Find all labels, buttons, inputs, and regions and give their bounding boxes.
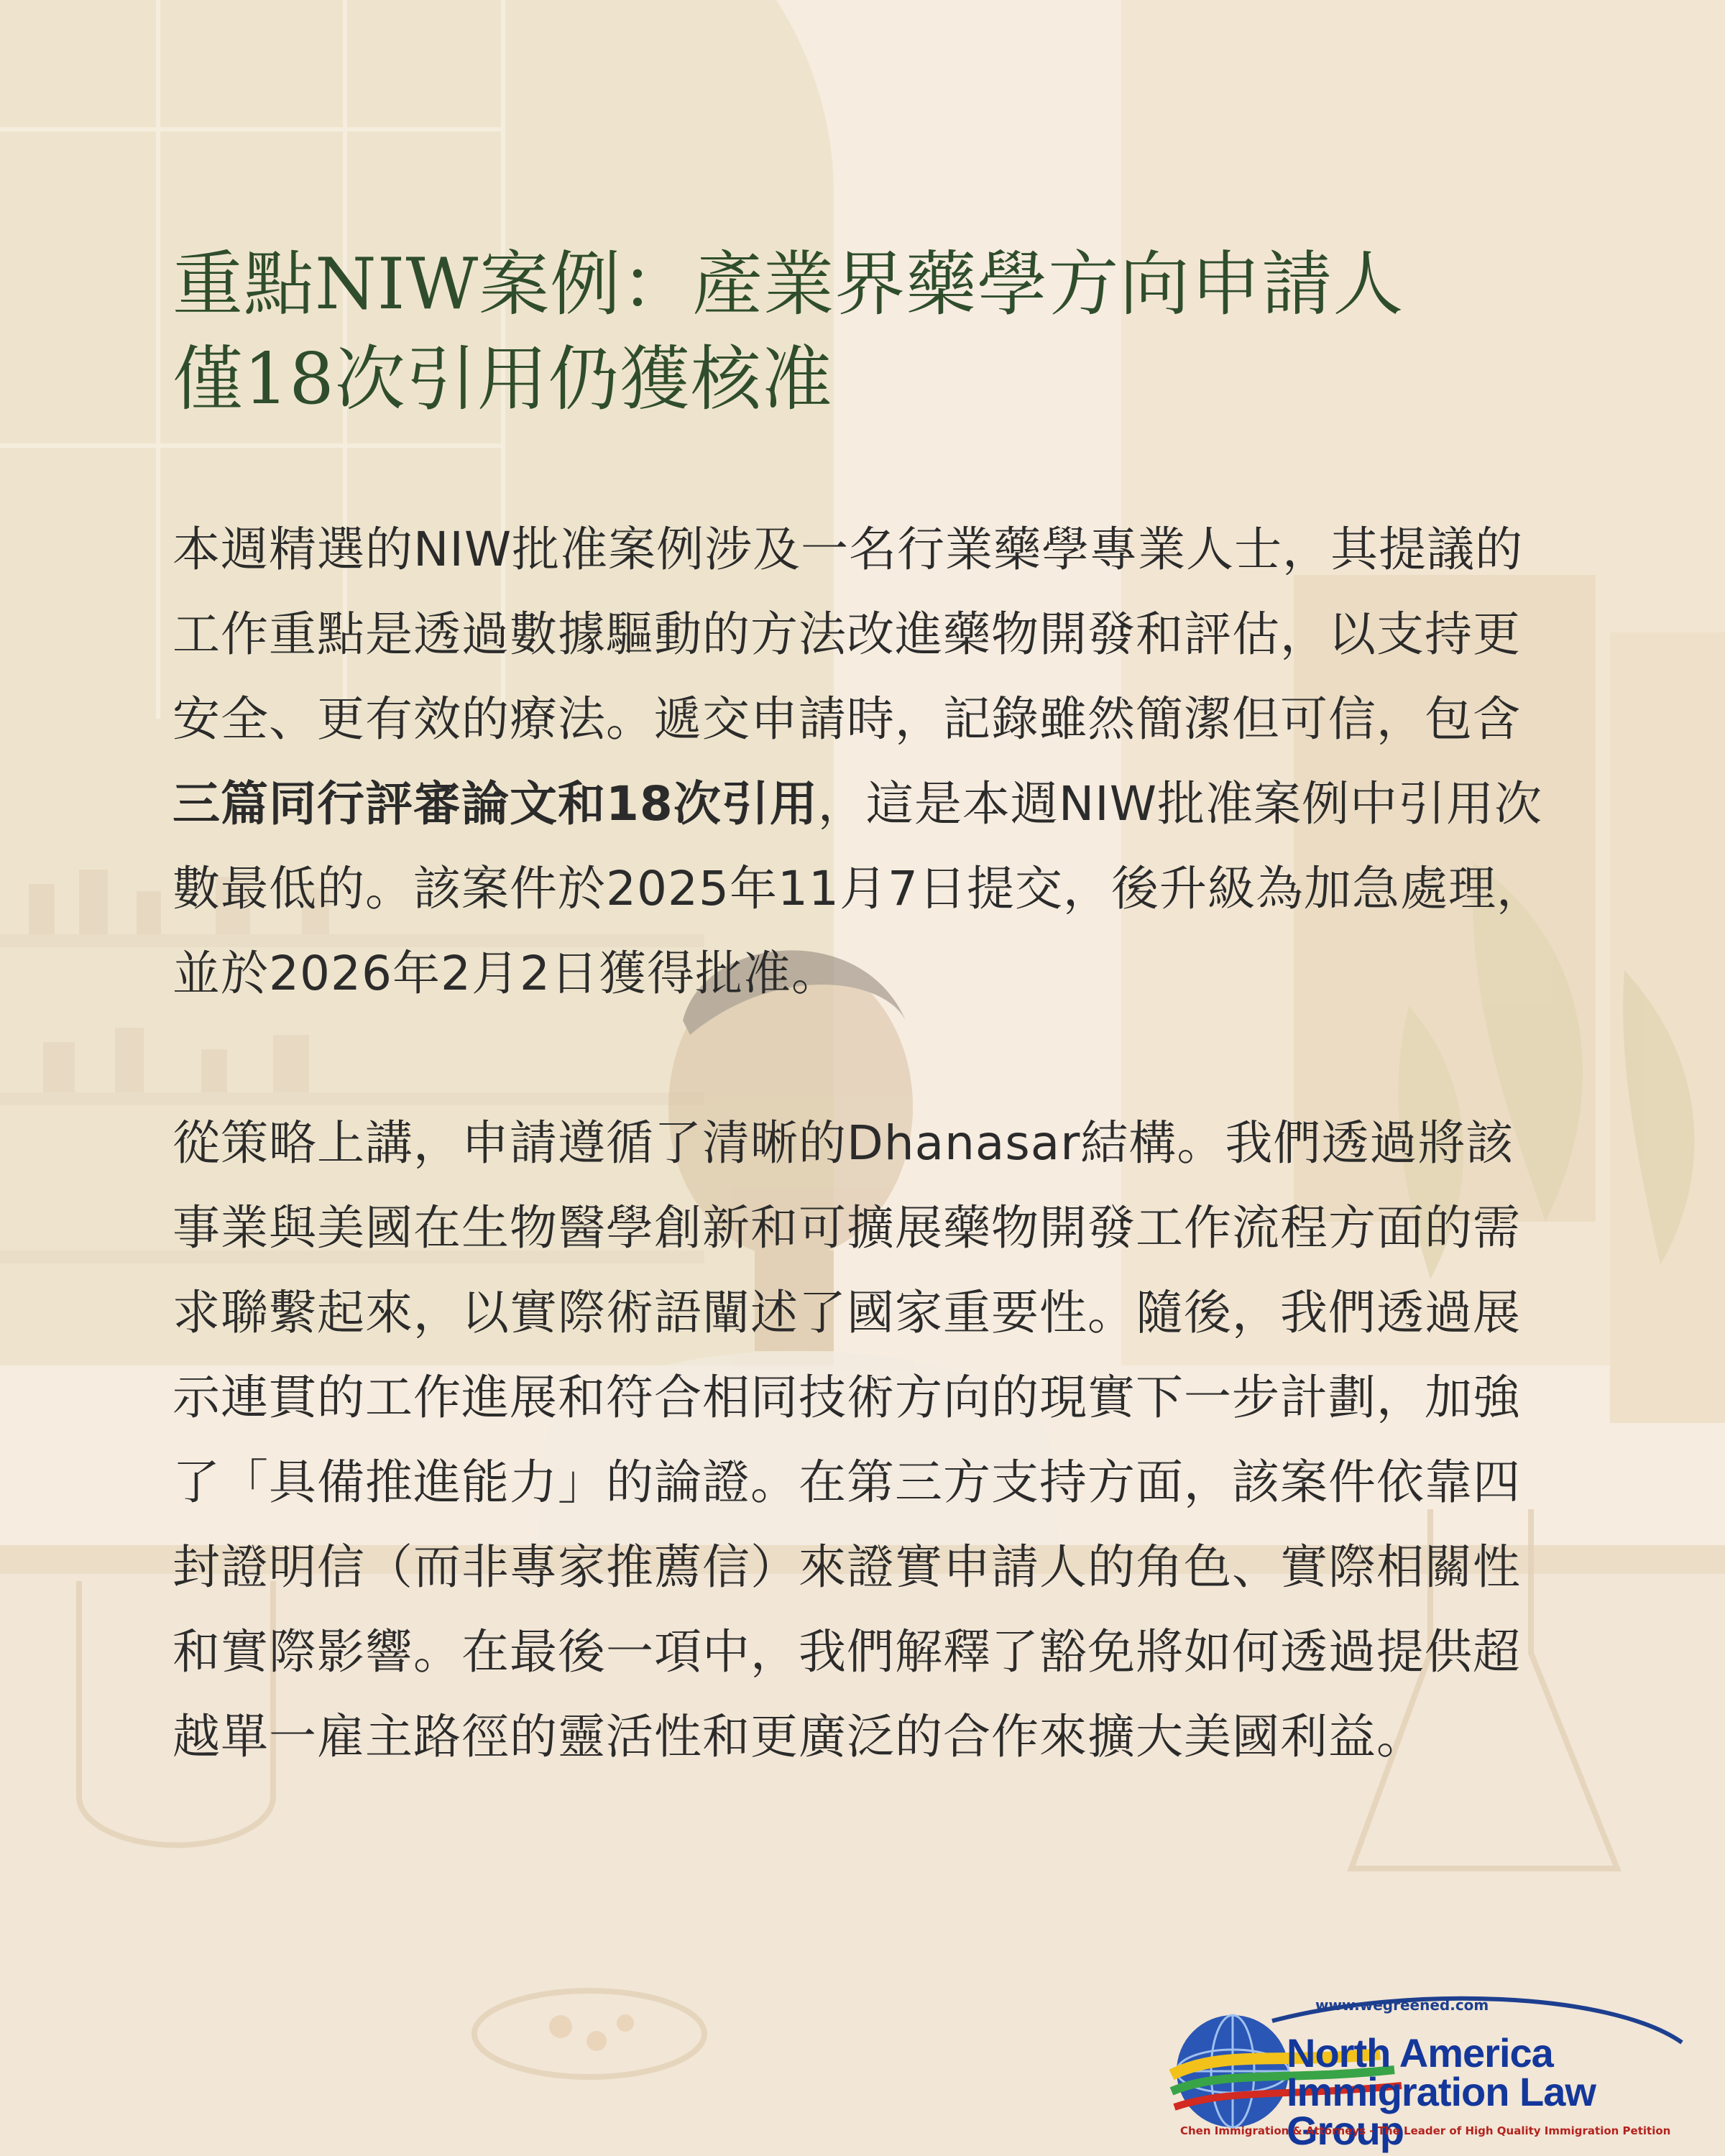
paragraph-strategy: 從策略上講，申請遵循了清晰的Dhanasar結構。我們透過將該事業與美國在生物醫學創新和可擴展藥物開發工作流程方面的需求聯繫起來，以實際術語闡述了國家重要性。隨後，我們透過展示連貫的工作進展和符合相同技術方向的現實下一步計劃，加強了「具備推進能力」的論證。在第三方支持方面，該案件依靠四封證明信（而非專家推薦信）來證實申請人的角色、實際相關性和實際影響。在最後一項中，我們解釋了豁免將如何透過提供超越單一雇主路徑的靈活性和更廣泛的合作來擴大美國利益。 [172,1115,1521,1764]
law-group-logo [1164,1992,1711,2153]
headline-line-2: 僅18次引用仍獲核准 [172,338,833,420]
firm-name-line-1: North America [1287,2030,1553,2076]
headline-line-1: 重點NIW案例：產業界藥學方向申請人 [172,244,1404,326]
firm-name-line-2: Immigration Law Group [1287,2069,1596,2153]
paragraph-1-text-start: 本週精選的NIW批准案例涉及一名行業藥學專業人士，其提議的工作重點是透過數據驅動的方法改進藥物開發和評估，以支持更安全、更有效的療法。遞交申請時，記錄雖然簡潔但可信，包含 [172,522,1524,747]
article [172,237,1560,1779]
paragraph-1-text-end: ，這是本週NIW批准案例中引用次數最低的。該案件於2025年11月7日提交，後升級為加急處理，並於2026年2月2日獲得批准。 [172,776,1545,1001]
paragraph-1-highlight: 三篇同行評審論文和18次引用 [172,776,818,831]
headline [172,237,1560,427]
paragraph-case-summary [172,507,1560,1016]
website-url: www.wegreened.com [1315,1996,1489,2014]
firm-tagline: Chen Immigration & Attorneys - The Leader of High Quality Immigration Petition [1180,2124,1671,2137]
